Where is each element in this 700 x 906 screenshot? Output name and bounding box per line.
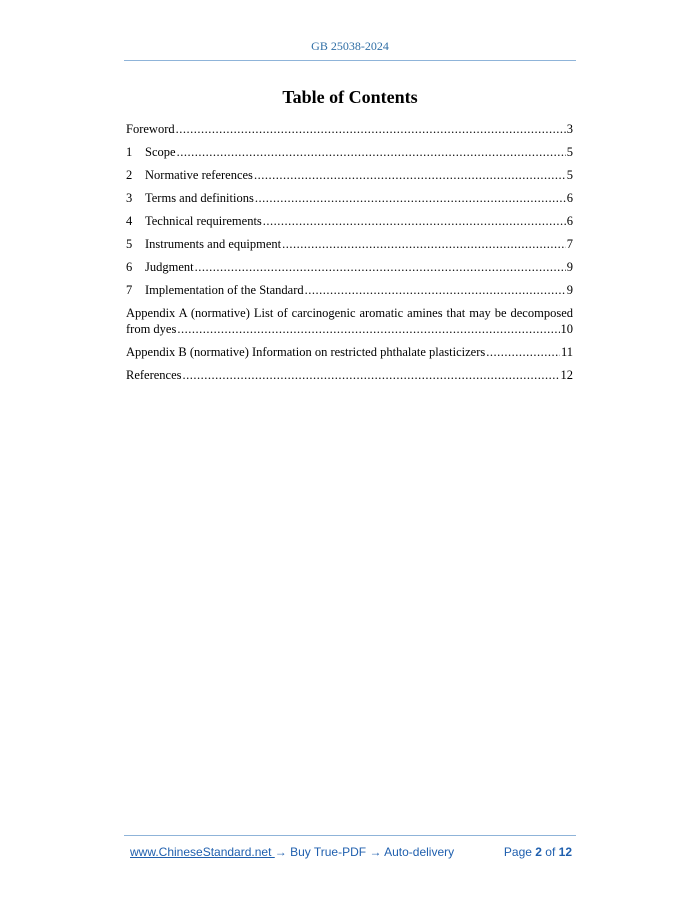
toc-entry-terms-and-definitions[interactable] [126,190,573,206]
toc-entry-number: 7 [126,283,133,297]
toc-entry-label: Technical requirements [145,214,262,228]
total-pages-number: 12 [558,845,572,859]
dot-leader [195,259,566,275]
document-id-header: GB 25038-2024 [311,39,389,53]
toc-entry-references[interactable] [126,367,573,383]
page-word: Page [503,845,536,859]
header-divider [124,60,576,61]
toc-entry-label: Foreword [126,122,175,136]
buy-pdf-text: Buy True-PDF [286,845,370,859]
dot-leader [282,236,566,252]
toc-entry-number: 4 [126,214,133,228]
toc-entry-foreword[interactable] [126,121,573,137]
arrow-right-icon: → [369,845,382,859]
toc-entry-page: 7 [566,237,573,251]
toc-entry-label: Terms and definitions [145,191,254,205]
toc-entry-number: 1 [126,145,133,159]
dot-leader [305,282,566,298]
page-counter [504,845,572,859]
toc-entry-label-line2: from dyes [126,322,177,336]
toc-entry-page: 6 [566,214,573,228]
page-title: Table of Contents [282,87,418,107]
toc-entry-page: 12 [560,368,573,382]
toc-entry-page: 6 [566,191,573,205]
dot-leader [254,167,566,183]
dot-leader [486,344,560,360]
toc-entry-page: 5 [566,168,573,182]
dot-leader [177,144,566,160]
toc-entry-page: 3 [566,122,573,136]
toc-entry-page: 10 [560,322,573,336]
toc-entry-normative-references[interactable] [126,167,573,183]
page-footer [130,845,572,859]
dot-leader [176,121,566,137]
toc-entry-page: 5 [566,145,573,159]
toc-entry-label: Appendix B (normative) Information on restricted phthalate plasticizers [126,345,486,359]
auto-delivery-text: Auto-delivery [381,845,455,859]
table-of-contents [126,121,573,390]
toc-entry-instruments-and-equipment[interactable] [126,236,573,252]
toc-entry-technical-requirements[interactable] [126,213,573,229]
arrow-right-icon: → [274,845,287,859]
toc-entry-number: 3 [126,191,133,205]
toc-entry-label: Scope [145,145,176,159]
current-page-number: 2 [535,845,542,859]
toc-entry-number: 6 [126,260,133,274]
toc-entry-page: 9 [566,283,573,297]
page-of-word: of [541,845,559,859]
dot-leader [177,321,559,337]
dot-leader [183,367,560,383]
toc-entry-label: Implementation of the Standard [145,283,304,297]
toc-entry-appendix-a[interactable] [126,305,573,337]
website-link[interactable]: www.ChineseStandard.net [130,845,275,859]
footer-promo [130,845,454,859]
footer-divider [124,835,576,836]
toc-entry-judgment[interactable] [126,259,573,275]
toc-entry-page: 9 [566,260,573,274]
toc-entry-label-line1: Appendix A (normative) List of carcinogenic aromatic amines that may be decomposed [126,306,573,320]
toc-entry-label: Judgment [145,260,194,274]
toc-entry-label: Normative references [145,168,253,182]
toc-entry-implementation[interactable] [126,282,573,298]
toc-entry-scope[interactable] [126,144,573,160]
toc-entry-page: 11 [560,345,573,359]
toc-entry-label: References [126,368,182,382]
toc-entry-label: Instruments and equipment [145,237,282,251]
dot-leader [255,190,566,206]
toc-entry-appendix-b[interactable] [126,344,573,360]
toc-entry-line2 [126,321,573,337]
toc-entry-number: 5 [126,237,133,251]
dot-leader [263,213,566,229]
toc-entry-number: 2 [126,168,133,182]
